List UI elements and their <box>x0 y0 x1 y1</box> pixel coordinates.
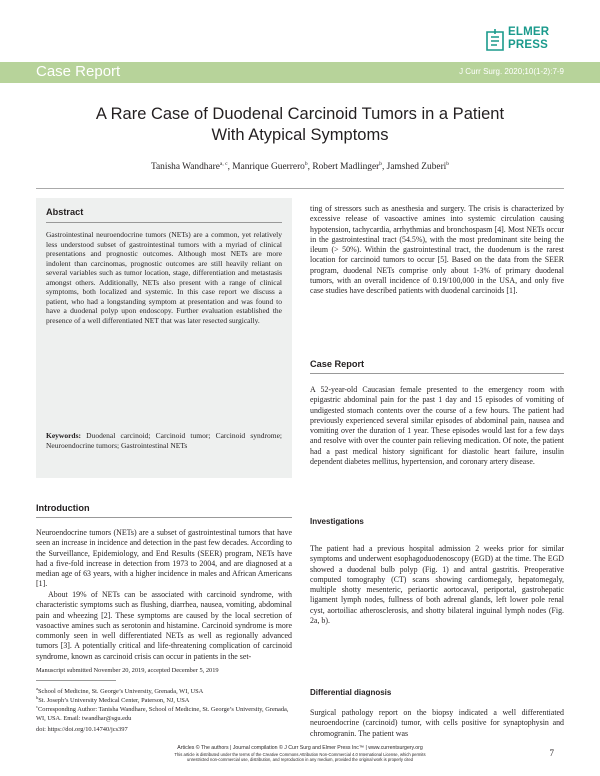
author-affiliation-mark: b <box>446 161 450 167</box>
abstract-heading: Abstract <box>46 207 84 217</box>
differential-diagnosis-paragraph: Surgical pathology report on the biopsy indicated a well differentiated neuroendocrine (carcinoid) tumor, with cells positive for synaptophysin and chromogranin. The patient was <box>310 708 564 738</box>
article-title-line2: With Atypical Symptoms <box>211 126 389 144</box>
author-name: Jamshed Zuberi <box>386 162 447 173</box>
footer-license <box>36 752 564 763</box>
affiliation-text: St. Joseph’s University Medical Center, Paterson, NJ, USA <box>38 697 190 705</box>
author <box>232 162 312 172</box>
abstract-heading-rule <box>46 222 282 223</box>
author-name: Manrique Guerrero <box>232 162 305 173</box>
page-number: 7 <box>549 748 554 758</box>
journal-citation: J Curr Surg. 2020;10(1-2):7-9 <box>459 67 564 76</box>
abstract-body: Gastrointestinal neuroendocrine tumors (NETs) are a common, yet relatively less understood subset of gastrointestinal tumors with a myriad of clinical presentations and prognostic outcomes. Although most NETs are more indolent than carcinomas, prognostic outcomes are still heavily reliant on several variables such as tumor location, stage, differentiation and metastasis amongst others. Additionally, NETs also present with a range of clinical symptoms, both localized and systemic. In this case report we discuss a patient, who had a longstanding symptom at presentation and was found to have a duodenal polyp upon endoscopy. Further evaluation established the presence of a well differentiated NET that was later resected surgically. <box>46 230 282 325</box>
author <box>312 162 386 172</box>
introduction-paragraph-1: Neuroendocrine tumors (NETs) are a subset of gastrointestinal tumors that have seen an increase in incidence and detection in the past few decades. According to the Surveillance, Epidemiology, and End Results (SEER) program, NETs have had a five-fold increase in detection from 1973 to 2004, and are diagnosed at a median age of 63 years, with a higher incidence in males and African Americans [1]. <box>36 528 292 589</box>
keywords-list: Duodenal carcinoid; Carcinoid tumor; Carcinoid syndrome; Neuroendocrine tumors; Gastrointestinal NETs <box>46 431 282 450</box>
publisher-name <box>508 26 549 52</box>
author-name: Tanisha Wandhare <box>150 162 220 173</box>
author-affiliation-mark: b <box>304 161 308 167</box>
footer-copyright: Articles © The authors | Journal compilation © J Curr Surg and Elmer Press Inc™ | www.currentsurgery.org <box>177 745 423 751</box>
publisher-name-line1: ELMER <box>508 26 550 38</box>
affiliation-text: School of Medicine, St. George’s University, Grenada, WI, USA <box>38 688 204 696</box>
investigations-paragraph: The patient had a previous hospital admission 2 weeks prior for similar symptoms and underwent esophagoduodenoscopy (EGD) at the time. The EGD showed a duodenal bulb polyp (Fig. 1) and antral gastritis. Preoperative computed tomography (CT) scans showing cardiomegaly, hepatomegaly, multiple shotty mesenteric, periaortic aortocaval, periportal, gastrohepatic ligament lymph nodes, fullness of both adrenal glands, left lower pole renal cyst, aortoiliac atherosclerosis, and shotty bilateral inguinal lymph nodes (Fig. 2a, b). <box>310 544 564 626</box>
article-title <box>40 104 560 146</box>
case-report-paragraph: A 52-year-old Caucasian female presented to the emergency room with epigastric abdominal pain for the past 1 day and 15 episodes of vomiting of undigested stomach contents over the course of a few hours. The patient had previously experienced several similar episodes of abdominal pain, nausea and vomiting over the duration of 1 year. These episodes would last for a few days and resolve with over the counter pain relieving medication. Of note, the patient had a past medical history significant for diastolic heart failure, insulin dependent diabetes mellitus, hypertension, and coronary artery disease. <box>310 385 564 467</box>
case-report-heading: Case Report <box>310 359 365 369</box>
author-affiliation-mark: b <box>379 161 382 167</box>
introduction-continued: ting of stressors such as anesthesia and surgery. The crisis is characterized by excessive release of vasoactive amines into systemic circulation causing hypotension, tachycardia, arrhythmias and bronchospasm [4]. Most NETs occur in the gastrointestinal tract (54.5%), with the most predominant site being the ileum (> 50%). Within the gastrointestinal tract, the duodenum is the rarest location for carcinoid tumors to occur [5]. Based on the data from the SEER program, duodenal NETs comprise only about 1-3% of primary duodenal tumors, with an overall incidence of 0.19/100,000 in the USA, and only five case studies have described patients with duodenal carcinoids [1]. <box>310 204 564 296</box>
affiliation-mark: c <box>36 704 38 709</box>
footnote-rule <box>36 680 116 681</box>
footer-license-line2: unrestricted non-commercial use, distribution, and reproduction in any medium, provided the original work is properly cited <box>186 757 413 763</box>
publisher-name-line2: PRESS <box>508 39 548 51</box>
investigations-heading: Investigations <box>310 517 364 526</box>
author-name: Robert Madlinger <box>312 162 380 173</box>
corresponding-author <box>36 703 292 723</box>
publisher-logo <box>484 24 562 60</box>
footer-license-line1: This article is distributed under the terms of the Creative Commons Attribution Non-Commercial 4.0 International License, which permits <box>174 752 426 757</box>
title-divider <box>36 188 564 189</box>
introduction-heading-rule <box>36 517 292 518</box>
author <box>151 162 232 172</box>
case-report-heading-rule <box>310 373 564 374</box>
introduction-heading: Introduction <box>36 503 90 513</box>
differential-diagnosis-heading: Differential diagnosis <box>310 688 392 697</box>
author <box>387 162 449 172</box>
doi: doi: https://doi.org/10.14740/jcs397 <box>36 726 128 733</box>
article-title-line1: A Rare Case of Duodenal Carcinoid Tumors in a Patient <box>95 105 505 123</box>
affiliation-text: Corresponding Author: Tanisha Wandhare, School of Medicine, St. George’s University, Grenada, WI, USA. Email: twandhar@sgu.edu <box>36 706 289 722</box>
author-affiliation-mark: a, c <box>219 161 228 167</box>
elmer-press-logo-icon <box>484 28 506 54</box>
affiliation-mark: b <box>36 695 39 700</box>
author-list <box>40 158 560 173</box>
affiliation-mark: a <box>36 686 38 691</box>
keywords-label: Keywords: <box>46 431 81 440</box>
manuscript-dates: Manuscript submitted November 20, 2019, accepted December 5, 2019 <box>36 667 219 674</box>
author-separator: , <box>381 162 387 173</box>
article-type-label: Case Report <box>36 63 121 80</box>
author-separator: , <box>227 162 233 173</box>
author-separator: , <box>307 162 313 173</box>
keywords <box>46 431 282 450</box>
introduction-paragraph-2: About 19% of NETs can be associated with carcinoid syndrome, with characteristic symptoms such as flushing, diarrhea, nausea, vomiting, abdominal pain and wheezing [2]. These symptoms are caused by the local secretion of vasoactive amines such as serotonin and histamine. Carcinoid syndrome is more commonly seen in well differentiated NETs as well as regionally advanced tumors [3]. A potentially critical and life-threatening complication of carcinoid syndrome, known as carcinoid crisis can occur in patients in the set- <box>36 590 292 661</box>
